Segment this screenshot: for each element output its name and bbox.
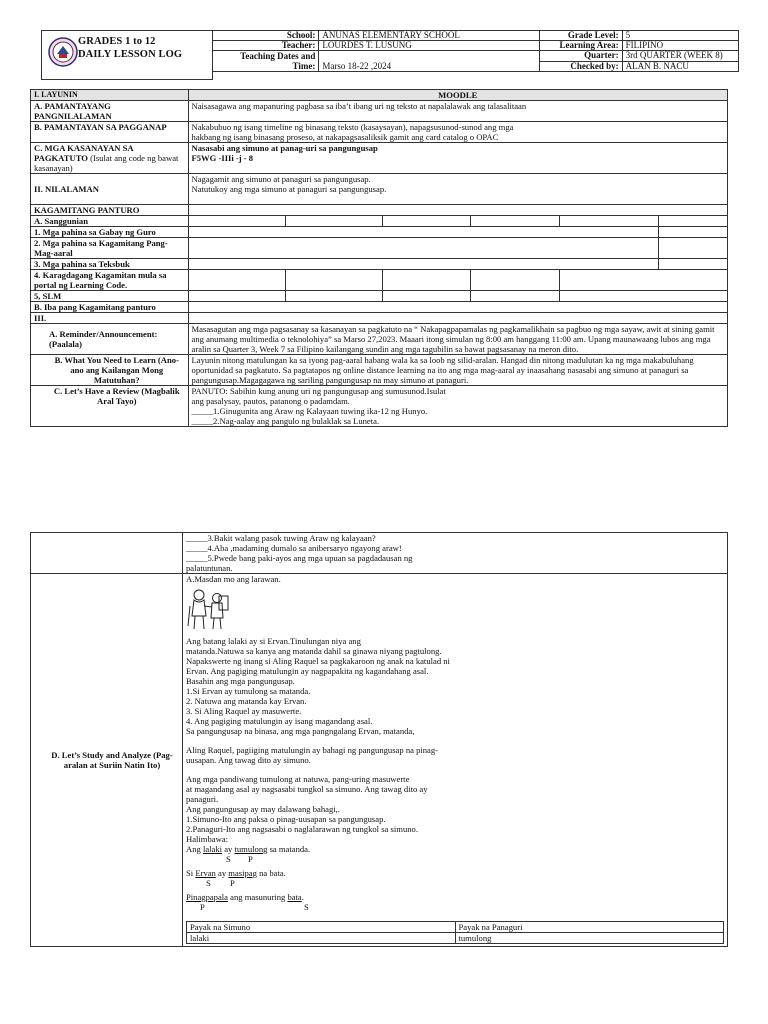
section-iii-label: III. — [31, 313, 189, 324]
grade-label: Grade Level: — [539, 31, 622, 41]
ex1-simuno: lalaki — [202, 844, 223, 854]
review-label: C. Let’s Have a Review (Magbalik Aral Tayo) — [31, 386, 189, 427]
pamantayang-label: A. PAMANTAYANG PANGNILALAMAN — [31, 101, 189, 122]
cell — [31, 533, 183, 574]
explanation-line-4: Ang mga pandiwang tumulong at natuwa, pang-uring masuwerte — [186, 774, 410, 784]
panaguri-definition: 2.Panaguri-Ito ang nagsasabi o naglalarawan ng tungkol sa simuno. — [186, 824, 418, 834]
story-line-1: Ang batang lalaki ay si Ervan.Tinulungan niya ang — [186, 636, 361, 646]
review-item-3: _____3.Bakit walang pasok tuwing Araw ng kalayaan? — [186, 533, 376, 543]
reminder-label: A. Reminder/Announcement: (Paalala) — [31, 324, 189, 355]
ex1-s-marker: S — [226, 854, 231, 864]
cell — [285, 270, 382, 291]
cell — [188, 227, 658, 238]
lesson-table-page1 — [30, 89, 728, 427]
ex3-part: . — [301, 892, 304, 902]
pagganap-label: B. PAMANTAYAN SA PAGGANAP — [31, 122, 189, 143]
pagganap-line2: hakbang ng isang binasang proseso, at nakapagsasaliksik gamit ang card catalog o OPAC — [191, 132, 499, 142]
review-item-5: _____5.Pwede bang paki-ayos ang mga upuan sa pagdadausan ng — [186, 553, 413, 563]
logo-title-grades: GRADES 1 to 12 — [78, 36, 156, 47]
sentence-4: 4. Ang pagiging matulungin ay isang magandang asal. — [186, 716, 373, 726]
grade-value: 5 — [622, 31, 738, 41]
kasanayan-label-note: (Isulat ang code ng bawat kasanayan) — [34, 153, 179, 173]
logo-title-dll: DAILY LESSON LOG — [78, 49, 183, 60]
review-continued — [183, 533, 728, 574]
cell — [471, 270, 560, 291]
explanation-line-1: Sa pangungusap na binasa, ang mga pangngalang Ervan, matanda, — [186, 726, 415, 736]
cell — [658, 238, 727, 259]
ex2-simuno: Ervan — [195, 868, 216, 878]
lesson-log-header — [41, 30, 739, 80]
cell — [188, 216, 285, 227]
karagdagang-label: 4. Karagdagang Kagamitan mula sa portal ng Learning Code. — [31, 270, 189, 291]
explanation-line-6: panaguri. — [186, 794, 219, 804]
quarter-value: 3rd QUARTER (WEEK 8) — [622, 51, 738, 62]
explanation-line-5: at magandang asal ay nagsasabi tungkol sa simuno. Ang tawag dito ay — [186, 784, 428, 794]
cell — [188, 238, 658, 259]
study-analyze-content — [183, 574, 728, 947]
cell — [471, 291, 560, 302]
ex1-p-marker: P — [248, 854, 253, 864]
nilalaman-line1: Nagagamit ang simuno at panaguri sa pangungusap. — [191, 174, 371, 184]
teacher-label: Teacher: — [213, 41, 319, 51]
sanggunian-label: A. Sanggunian — [31, 216, 189, 227]
cell — [382, 216, 471, 227]
need-to-learn-label: B. What You Need to Learn (Ano-ano ang Kailangan Mong Matutuhan? — [31, 355, 189, 386]
iba-label: B. Iba pang Kagamitang panturo — [31, 302, 189, 313]
checked-label: Checked by: — [539, 61, 622, 72]
pagganap-text — [188, 122, 727, 143]
area-label: Learning Area: — [539, 41, 622, 51]
ex3-panaguri: Pinagpapala — [186, 892, 228, 902]
deped-seal-icon — [48, 37, 78, 67]
payak-simuno-cell: lalaki — [187, 933, 456, 944]
review-text — [188, 386, 727, 427]
kagamitan-empty — [188, 205, 727, 216]
kasanayan-code: F5WG -IIIi -j - 8 — [191, 153, 254, 163]
cell — [188, 259, 658, 270]
area-value: FILIPINO — [622, 41, 738, 51]
cell — [188, 302, 727, 313]
ex3-s-marker: S — [304, 902, 309, 912]
nilalaman-text — [188, 174, 727, 205]
ex2-part: Si — [186, 868, 196, 878]
gabay-label: 1. Mga pahina sa Gabay ng Guro — [31, 227, 189, 238]
kasanayan-label — [31, 143, 189, 174]
kasanayan-text — [188, 143, 727, 174]
halimbawa-label: Halimbawa: — [186, 834, 228, 844]
explanation-line-2: Aling Raquel, pagiiging matulungin ay bahagi ng pangungusap na pinag- — [186, 745, 439, 755]
example-1 — [186, 844, 724, 854]
study-analyze-label: D. Let’s Study and Analyze (Pag-aralan at Suriin Natin Ito) — [31, 574, 183, 947]
basahin-text: Basahin ang mga pangungusap. — [186, 676, 295, 686]
kagamitang-label: 2. Mga pahina sa Kagamitang Pang-Mag-aaral — [31, 238, 189, 259]
review-item-1: _____1.Ginugunita ang Araw ng Kalayaan tuwing ika-12 ng Hunyo. — [191, 406, 428, 416]
explanation-line-3: uusapan. Ang tawag dito ay simuno. — [186, 755, 311, 765]
logo-box — [41, 30, 213, 80]
ex2-part: ay — [215, 868, 229, 878]
example-1-markers — [186, 854, 724, 864]
dalawang-bahagi: Ang pangungusap ay may dalawang bahagi,. — [186, 804, 340, 814]
cell — [188, 291, 285, 302]
cell — [382, 270, 471, 291]
cell — [658, 259, 727, 270]
nilalaman-line2: Natutukoy ang mga simuno at panaguri sa pangungusap. — [191, 184, 387, 194]
review-item-5-cont: palatuntunan. — [186, 563, 233, 573]
story-line-2: matanda.Natuwa sa kanya ang matanda dahil sa ginawa niyang pagtulong. — [186, 646, 442, 656]
cell — [560, 216, 659, 227]
dates-label: Teaching Dates and Time: — [213, 51, 319, 72]
kasanayan-line1: Nasasabi ang simuno at panag-uri sa pangungusap — [191, 143, 378, 153]
example-2 — [186, 868, 724, 878]
sentence-3: 3. Si Aling Raquel ay masuwerte. — [186, 706, 302, 716]
ex3-simuno: bata — [287, 892, 302, 902]
payak-simuno-header: Payak na Simuno — [187, 922, 456, 933]
nilalaman-label: II. NILALAMAN — [31, 174, 189, 205]
pagganap-line1: Nakabubuo ng isang timeline ng binasang teksto (kasaysayan), napagsusunod-sunod ang mga — [191, 122, 514, 132]
ex1-part: ay — [222, 844, 235, 854]
ex2-s-marker: S — [206, 878, 211, 888]
review-item-2: _____2.Nag-aalay ang pangulo ng bulaklak sa Luneta. — [191, 416, 380, 426]
kasanayan-label-main: C. MGA KASANAYAN SA PAGKATUTO — [34, 143, 134, 163]
sentence-2: 2. Natuwa ang matanda kay Ervan. — [186, 696, 307, 706]
cell — [188, 270, 285, 291]
ex3-part: ang masunuring — [228, 892, 288, 902]
cell — [560, 291, 728, 302]
dates-value: Marso 18-22 ,2024 — [319, 51, 540, 72]
cell — [285, 291, 382, 302]
story-line-3: Napakswerte ng inang si Aling Raquel sa pagkakaroon ng anak na katulad ni — [186, 656, 450, 666]
cell — [285, 216, 382, 227]
review-line2: ang pasalysay, pautos, patanong o padamdam. — [191, 396, 350, 406]
moodle-title: MOODLE — [188, 90, 727, 101]
ex1-part: sa matanda. — [267, 844, 311, 854]
ex1-panaguri: tumulong — [234, 844, 268, 854]
simuno-definition: 1.Simuno-Ito ang paksa o pinag-uusapan sa pangungusap. — [186, 814, 386, 824]
layunin-heading: I. LAYUNIN — [31, 90, 189, 101]
lesson-table-page2 — [30, 532, 728, 947]
pamantayang-text: Naisasagawa ang mapanuring pagbasa sa iba’t ibang uri ng teksto at napalalawak ang talasalitaan — [188, 101, 727, 122]
masdan-text: A.Masdan mo ang larawan. — [186, 574, 281, 584]
story-line-4: Ervan. Ang pagiging matulungin ay nagpapakita ng kagandahang asal. — [186, 666, 429, 676]
teacher-value: LOURDES T. LUSUNG — [319, 41, 540, 51]
cell — [560, 270, 728, 291]
reminder-text: Masasagutan ang mga pagsasanay sa kasanayan sa pagkatuto na “ Nakapagpapamalas ng pagkamalikhain sa pagbuo ng mga sayaw, awit at sining gamit ang anumang multimedia o teknolohiya” sa Marso 27,2023. Maaari itong simulan ng 8:00 am hanggang 11:00 am. Upang maunawaang lubos ang mga aralin sa Quarter 3, Week 7 sa Filipino kailangang sundin ang mga tagubilin sa bawat pagsasanay na meron dito. — [188, 324, 727, 355]
payak-panaguri-header: Payak na Panaguri — [455, 922, 724, 933]
kagamitan-heading: KAGAMITANG PANTURO — [31, 205, 189, 216]
ex2-panaguri: masipag — [228, 868, 257, 878]
school-value: ANUNAS ELEMENTARY SCHOOL — [319, 31, 540, 41]
payak-panaguri-cell: tumulong — [455, 933, 724, 944]
cell — [658, 227, 727, 238]
example-3 — [186, 892, 724, 902]
ex2-p-marker: P — [230, 878, 235, 888]
header-table — [212, 30, 739, 72]
ex1-part: Ang — [186, 844, 203, 854]
teksbuk-label: 3. Mga pahina sa Teksbuk — [31, 259, 189, 270]
cell — [471, 216, 560, 227]
need-to-learn-text: Layunin nitong matulungan ka sa iyong pag-aaral habang wala ka sa loob ng silid-aralan. Hangad din nitong madulutan ka ng mga makabuluhang oportunidad sa pagkatuto. Sa pagtatapos ng online distance learning na ito ang mga mag-aaral ay inaasahang nasasabi ang simuno at panaguri sa pangungusap.Magagagawa ng sariling pangungusap na may simuno at panaguri. — [188, 355, 727, 386]
example-2-markers — [186, 878, 724, 888]
review-item-4: _____4.Aba ,madaming dumalo sa anibersaryo ngayong araw! — [186, 543, 402, 553]
quarter-label: Quarter: — [539, 51, 622, 62]
checked-value: ALAN B. NACU — [622, 61, 738, 72]
ex2-part: na bata. — [256, 868, 286, 878]
cell — [382, 291, 471, 302]
cell — [188, 313, 727, 324]
review-line1: PANUTO: Sabihin kung anung uri ng pangungusap ang sumusunod.Isulat — [191, 386, 446, 396]
ex3-p-marker: P — [200, 902, 205, 912]
elderly-helper-illustration-icon — [186, 586, 230, 632]
school-label: School: — [213, 31, 319, 41]
sentence-1: 1.Si Ervan ay tumulong sa matanda. — [186, 686, 311, 696]
example-3-markers — [186, 902, 724, 912]
slm-label: 5, SLM — [31, 291, 189, 302]
payak-table — [186, 921, 724, 944]
cell — [658, 216, 727, 227]
